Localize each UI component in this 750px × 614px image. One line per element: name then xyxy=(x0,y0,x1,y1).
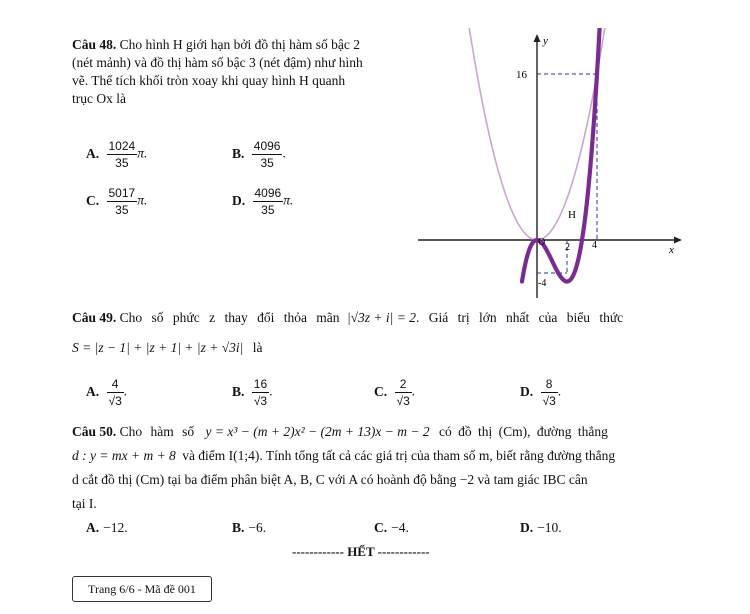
y-axis-label: y xyxy=(543,35,548,47)
q48-option-a[interactable]: A. $\frac{1024}{35}$ π. xyxy=(86,139,148,170)
fraction: $\frac{4096}{35}$ xyxy=(254,186,282,217)
q50-option-d[interactable]: D. −10. xyxy=(520,520,562,535)
x-axis-arrow-icon xyxy=(674,237,682,244)
q49-option-c[interactable]: C. $\frac{2}{√3}$ . xyxy=(374,377,416,408)
q49-option-b[interactable]: B. $\frac{16}{√3}$ . xyxy=(232,377,273,408)
function-graph xyxy=(416,28,686,300)
fraction: $\frac{4}{√3}$ xyxy=(108,377,122,408)
question-48 xyxy=(72,36,414,108)
q49-option-d[interactable]: D. $\frac{8}{√3}$ . xyxy=(520,377,562,408)
q48-option-d[interactable]: D. $\frac{4096}{35}$ π. xyxy=(232,186,294,217)
region-h-label: H xyxy=(568,209,576,221)
end-mark: ------------ HẾT ------------ xyxy=(292,544,430,559)
y-tick-16: 16 xyxy=(516,69,527,81)
fraction: $\frac{5017}{35}$ xyxy=(108,186,136,217)
y-axis-arrow-icon xyxy=(534,34,541,42)
x-tick-2: 2 xyxy=(565,242,570,253)
q48-line-1: Câu 48. Cho hình H giới hạn bởi đồ thị hàm số bậc 2 xyxy=(72,37,361,52)
q48-line-2: (nét mảnh) và đồ thị hàm số bậc 3 (nét đậm) như hình xyxy=(72,55,363,70)
fraction: $\frac{16}{√3}$ xyxy=(253,377,268,408)
fraction: $\frac{8}{√3}$ xyxy=(542,377,556,408)
fraction: $\frac{4096}{35}$ xyxy=(253,139,281,170)
q48-option-b[interactable]: B. $\frac{4096}{35}$ . xyxy=(232,139,286,170)
x-axis-label: x xyxy=(669,244,674,256)
q49-option-a[interactable]: A. $\frac{4}{√3}$ . xyxy=(86,377,128,408)
q48-line-3: vẽ. Thể tích khối tròn xoay khi quay hình H quanh xyxy=(72,73,346,88)
q48-line-4: trục Ox là xyxy=(72,91,126,106)
q50-option-a[interactable]: A. −12. xyxy=(86,520,128,535)
q48-option-c[interactable]: C. $\frac{5017}{35}$ π. xyxy=(86,186,148,217)
origin-label: O xyxy=(538,237,546,248)
question-50-line-1: Câu 50. Cho hàm số y = x³ − (m + 2)x² − (2m + 13)x − m − 2 có đồ thị (Cm), đường thẳng xyxy=(72,424,608,439)
question-50-line-4: tại I. xyxy=(72,496,97,511)
q50-option-b[interactable]: B. −6. xyxy=(232,520,267,535)
fraction: $\frac{2}{√3}$ xyxy=(396,377,410,408)
question-49-line-2: S = |z − 1| + |z + 1| + |z + √3i| là xyxy=(72,340,263,355)
x-tick-4: 4 xyxy=(592,240,597,251)
q50-option-c[interactable]: C. −4. xyxy=(374,520,409,535)
fraction: $\frac{1024}{35}$ xyxy=(108,139,136,170)
question-49-line-1: Câu 49. Cho số phức z thay đổi thỏa mãn |√3z + i| = 2. Giá trị lớn nhất của biểu thức xyxy=(72,310,624,325)
page-footer: Trang 6/6 - Mã đề 001 xyxy=(72,576,212,602)
question-50-line-2: d : y = mx + m + 8 và điểm I(1;4). Tính tổng tất cả các giá trị của tham số m, biết rằng đường thẳng xyxy=(72,448,616,463)
cubic-curve xyxy=(522,28,603,282)
y-tick-neg4: -4 xyxy=(538,278,547,289)
question-50-line-3: d cắt đồ thị (Cm) tại ba điểm phân biệt A, B, C với A có hoành độ bằng −2 và tam giác IBC cân xyxy=(72,472,588,487)
